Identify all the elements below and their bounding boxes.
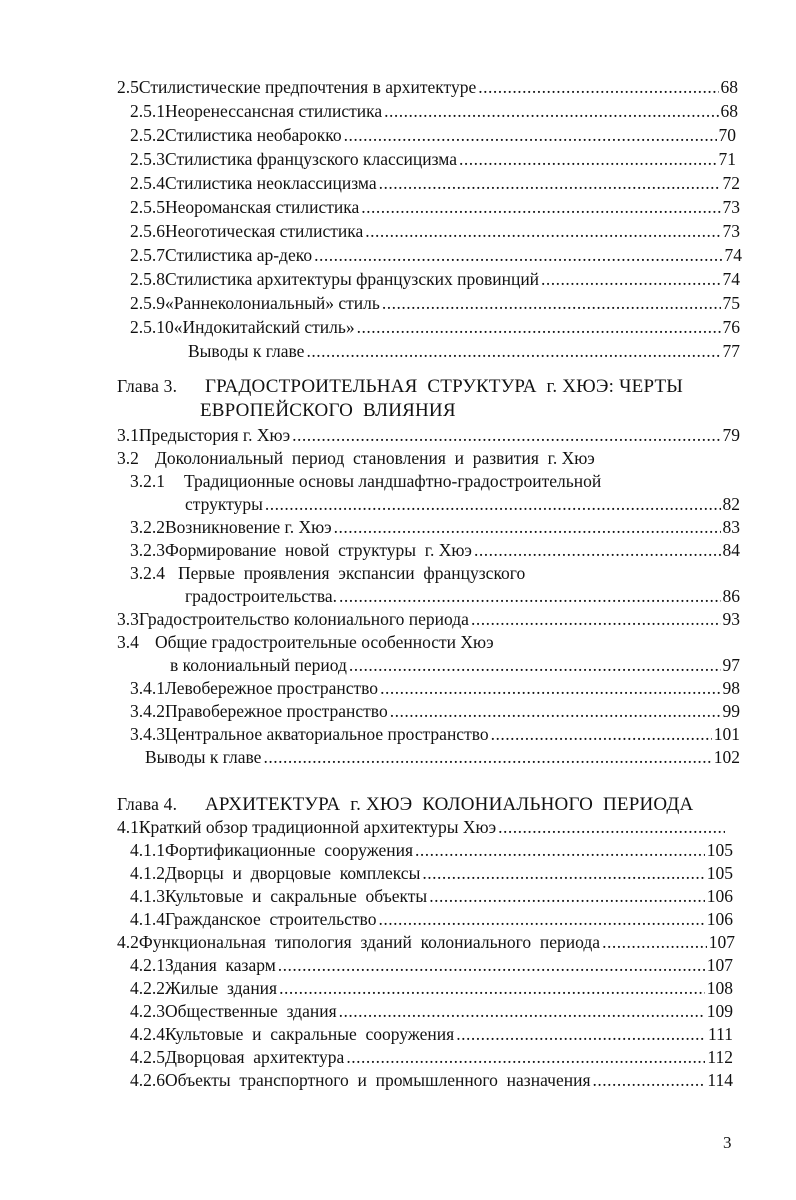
toc-entry-title: Стилистика ар-деко — [165, 245, 313, 265]
toc-entry-title: Здания казарм — [165, 955, 276, 975]
toc-entry[interactable] — [130, 700, 740, 722]
dot-leader — [361, 196, 720, 218]
dot-leader — [334, 516, 721, 538]
toc-entry-number: 2.5.9 — [130, 293, 165, 313]
toc-entry-number: 2.5 — [117, 77, 139, 97]
toc-entry-title: Культовые и сакральные объекты — [165, 886, 428, 906]
toc-entry[interactable] — [130, 220, 740, 242]
dot-leader — [384, 100, 718, 122]
toc-entry-title: Формирование новой структуры г. Хюэ — [165, 540, 472, 560]
toc-entry-conclusions[interactable] — [188, 340, 740, 362]
toc-entry-title: Стилистика неоклассицизма — [165, 173, 377, 193]
toc-entry-title: Градостроительство колониального периода — [138, 609, 469, 629]
toc-entry-title: в колониальный период — [170, 655, 347, 675]
dot-leader — [478, 76, 718, 98]
toc-entry-number: 3.4 — [117, 632, 139, 652]
toc-entry-number: 4.2.6 — [130, 1070, 165, 1090]
toc-entry-title: Стилистические предпочтения в архитектуре — [138, 77, 477, 97]
toc-entry-number: 4.2.2 — [130, 978, 165, 998]
toc-entry-page: 73 — [722, 197, 740, 217]
dot-leader — [349, 654, 721, 676]
toc-entry-number: 3.2.2 — [130, 517, 165, 537]
dot-leader — [346, 1046, 705, 1068]
toc-entry[interactable] — [130, 1069, 733, 1091]
toc-entry-page: 111 — [708, 1024, 733, 1044]
toc-entry-title: Стилистика французского классицизма — [165, 149, 457, 169]
toc-entry-number: 2.5.8 — [130, 269, 165, 289]
toc-entry-title: Левобережное пространство — [165, 678, 379, 698]
toc-entry-title: структуры — [185, 494, 263, 514]
toc-entry[interactable] — [130, 196, 740, 218]
toc-entry-conclusions[interactable] — [145, 746, 740, 768]
toc-entry[interactable] — [130, 562, 740, 584]
toc-entry-title: Первые проявления экспансии французского — [178, 563, 526, 583]
toc-entry-title: Объекты транспортного и промышленного назначения — [165, 1070, 591, 1090]
toc-entry-page: 73 — [722, 221, 740, 241]
toc-entry[interactable] — [130, 268, 740, 290]
toc-entry-number: 2.5.5 — [130, 197, 165, 217]
toc-entry[interactable] — [130, 539, 740, 561]
toc-entry[interactable] — [130, 862, 733, 884]
toc-entry[interactable] — [117, 631, 740, 653]
toc-entry-number: 3.4.1 — [130, 678, 165, 698]
chapter-heading — [117, 374, 683, 399]
toc-entry-number: 4.2.3 — [130, 1001, 165, 1021]
toc-entry[interactable] — [130, 148, 736, 170]
toc-entry-page: 99 — [722, 701, 740, 721]
toc-entry-page: 84 — [722, 540, 740, 560]
toc-entry-page: 101 — [713, 724, 740, 744]
toc-entry[interactable] — [130, 723, 740, 745]
toc-entry-page: 105 — [706, 863, 733, 883]
toc-entry-page: 75 — [722, 293, 740, 313]
toc-entry-number: 3.2.1 — [130, 471, 165, 491]
toc-entry-title: Общественные здания — [165, 1001, 337, 1021]
toc-entry-title: Выводы к главе — [188, 341, 305, 361]
toc-entry-page: 70 — [718, 125, 736, 145]
toc-entry[interactable] — [130, 885, 733, 907]
dot-leader — [279, 977, 705, 999]
toc-entry[interactable] — [130, 470, 740, 492]
toc-entry-number: 2.5.7 — [130, 245, 165, 265]
toc-entry[interactable] — [117, 931, 735, 953]
toc-entry-page: 105 — [706, 840, 733, 860]
toc-entry-number: 3.2.3 — [130, 540, 165, 560]
toc-entry[interactable] — [130, 516, 740, 538]
toc-entry-number: 4.1.1 — [130, 840, 165, 860]
toc-entry-number: 4.2.5 — [130, 1047, 165, 1067]
chapter-label: Глава 3. — [117, 376, 178, 396]
dot-leader — [415, 839, 705, 861]
toc-entry-title: градостроительства. — [185, 586, 337, 606]
toc-entry-title: Краткий обзор традиционной архитектуры Хюэ — [138, 817, 497, 837]
chapter-heading — [117, 792, 693, 817]
toc-entry-number: 2.5.4 — [130, 173, 165, 193]
toc-entry-number: 4.2 — [117, 932, 139, 952]
toc-entry[interactable] — [130, 908, 733, 930]
toc-entry-title: Правобережное пространство — [165, 701, 388, 721]
toc-entry-page: 68 — [720, 101, 738, 121]
toc-entry[interactable] — [130, 1000, 733, 1022]
dot-leader — [379, 172, 721, 194]
toc-entry[interactable] — [130, 124, 736, 146]
toc-entry-title: Функциональная типология зданий колониального периода — [138, 932, 601, 952]
toc-entry-page: 68 — [720, 77, 738, 97]
toc-entry-title: Неоренессансная стилистика — [165, 101, 383, 121]
dot-leader — [278, 954, 705, 976]
chapter-title: ГРАДОСТРОИТЕЛЬНАЯ СТРУКТУРА г. ХЮЭ: ЧЕРТЫ — [204, 376, 684, 397]
toc-entry-title: Предыстория г. Хюэ — [138, 425, 291, 445]
toc-entry-title: Неоготическая стилистика — [165, 221, 364, 241]
toc-entry-continued[interactable] — [170, 654, 740, 676]
dot-leader — [456, 1023, 706, 1045]
dot-leader — [498, 816, 725, 838]
toc-entry-title: Культовые и сакральные сооружения — [165, 1024, 455, 1044]
toc-entry-number: 3.2 — [117, 448, 139, 468]
toc-entry-number: 4.2.1 — [130, 955, 165, 975]
toc-entry[interactable] — [130, 977, 733, 999]
dot-leader — [491, 723, 712, 745]
toc-entry-title: Общие градостроительные особенности Хюэ — [155, 632, 494, 652]
toc-entry[interactable] — [130, 100, 738, 122]
toc-entry-title: Неороманская стилистика — [165, 197, 360, 217]
toc-entry-title: Стилистика необарокко — [165, 125, 342, 145]
toc-entry-number: 4.1.3 — [130, 886, 165, 906]
toc-entry[interactable] — [117, 76, 738, 98]
dot-leader — [422, 862, 704, 884]
dot-leader — [429, 885, 705, 907]
toc-entry[interactable] — [117, 816, 727, 838]
chapter-title-line2: ЕВРОПЕЙСКОГО ВЛИЯНИЯ — [200, 400, 456, 421]
toc-entry-page: 114 — [707, 1070, 733, 1090]
toc-entry-page: 83 — [722, 517, 740, 537]
toc-entry[interactable] — [130, 677, 740, 699]
toc-entry-number: 4.1 — [117, 817, 139, 837]
toc-entry-page: 106 — [706, 886, 733, 906]
toc-entry-page: 109 — [706, 1001, 733, 1021]
dot-leader — [471, 608, 721, 630]
toc-entry-number: 3.3 — [117, 609, 139, 629]
dot-leader — [292, 424, 720, 446]
chapter-heading-continued — [200, 399, 456, 423]
dot-leader — [378, 908, 704, 930]
toc-entry-page: 97 — [722, 655, 740, 675]
toc-entry-title: Фортификационные сооружения — [165, 840, 414, 860]
chapter-label: Глава 4. — [117, 794, 178, 814]
dot-leader — [357, 316, 721, 338]
dot-leader — [339, 1000, 705, 1022]
toc-entry-page: 77 — [722, 341, 740, 361]
toc-entry-number: 3.4.3 — [130, 724, 165, 744]
toc-entry-number: 4.1.2 — [130, 863, 165, 883]
dot-leader — [382, 292, 721, 314]
dot-leader — [474, 539, 721, 561]
toc-entry[interactable] — [130, 839, 733, 861]
dot-leader — [380, 677, 720, 699]
dot-leader — [365, 220, 720, 242]
dot-leader — [541, 268, 720, 290]
page-number: 3 — [723, 1133, 732, 1152]
toc-entry-title: Возникновение г. Хюэ — [165, 517, 332, 537]
toc-entry-page: 107 — [706, 955, 733, 975]
toc-entry[interactable] — [130, 172, 740, 194]
dot-leader — [390, 700, 721, 722]
toc-entry-title: Гражданское строительство — [165, 909, 377, 929]
toc-entry-page: 102 — [713, 747, 740, 767]
toc-entry-title: Жилые здания — [165, 978, 278, 998]
toc-entry-number: 2.5.2 — [130, 125, 165, 145]
toc-entry-title: Традиционные основы ландшафтно-градостроительной — [184, 471, 602, 491]
toc-entry[interactable] — [130, 292, 740, 314]
toc-entry-number: 3.4.2 — [130, 701, 165, 721]
toc-entry-title: Дворцы и дворцовые комплексы — [165, 863, 421, 883]
dot-leader — [459, 148, 717, 170]
toc-entry-page: 106 — [706, 909, 733, 929]
toc-entry-title: «Индокитайский стиль» — [173, 317, 355, 337]
toc-entry-page: 74 — [724, 245, 742, 265]
toc-entry-number: 2.5.10 — [130, 317, 174, 337]
toc-entry[interactable] — [130, 244, 742, 266]
toc-entry-page: 86 — [722, 586, 740, 606]
toc-entry-number: 3.1 — [117, 425, 139, 445]
toc-entry-title: Центральное акваториальное пространство — [165, 724, 489, 744]
toc-entry-continued[interactable] — [185, 493, 740, 515]
toc-entry-title: Дворцовая архитектура — [165, 1047, 345, 1067]
toc-entry-number: 2.5.6 — [130, 221, 165, 241]
toc-entry-title: Выводы к главе — [145, 747, 262, 767]
toc-entry[interactable] — [130, 316, 740, 338]
toc-entry[interactable] — [130, 954, 733, 976]
toc-entry[interactable] — [130, 1023, 733, 1045]
toc-entry-title: «Раннеколониальный» стиль — [165, 293, 380, 313]
toc-entry-number: 4.1.4 — [130, 909, 165, 929]
toc-entry-page: 107 — [708, 932, 735, 952]
toc-entry[interactable] — [117, 608, 740, 630]
toc-entry-title: Стилистика архитектуры французских провинций — [165, 269, 540, 289]
toc-entry-page: 82 — [722, 494, 740, 514]
toc-entry-page: 72 — [722, 173, 740, 193]
dot-leader — [263, 746, 711, 768]
toc-entry[interactable] — [117, 424, 740, 446]
toc-entry-page: 71 — [718, 149, 736, 169]
dot-leader — [593, 1069, 706, 1091]
toc-entry-page: 93 — [722, 609, 740, 629]
dot-leader — [306, 340, 720, 362]
toc-entry-page: 112 — [707, 1047, 733, 1067]
toc-entry-number: 2.5.3 — [130, 149, 165, 169]
dot-leader — [344, 124, 717, 146]
toc-entry-number: 2.5.1 — [130, 101, 165, 121]
toc-entry-page: 79 — [722, 425, 740, 445]
toc-entry[interactable] — [117, 447, 740, 469]
dot-leader — [339, 585, 721, 607]
toc-entry-page: 98 — [722, 678, 740, 698]
toc-entry-number: 4.2.4 — [130, 1024, 165, 1044]
toc-entry-title: Доколониальный период становления и развития г. Хюэ — [155, 448, 595, 468]
dot-leader — [314, 244, 722, 266]
dot-leader — [602, 931, 707, 953]
toc-entry[interactable] — [130, 1046, 733, 1068]
toc-entry-page: 76 — [722, 317, 740, 337]
toc-entry-page: 108 — [706, 978, 733, 998]
toc-entry-number: 3.2.4 — [130, 563, 165, 583]
dot-leader — [265, 493, 721, 515]
chapter-title: АРХИТЕКТУРА г. ХЮЭ КОЛОНИАЛЬНОГО ПЕРИОДА — [204, 794, 694, 815]
toc-entry-page: 74 — [722, 269, 740, 289]
toc-entry-continued[interactable] — [185, 585, 740, 607]
